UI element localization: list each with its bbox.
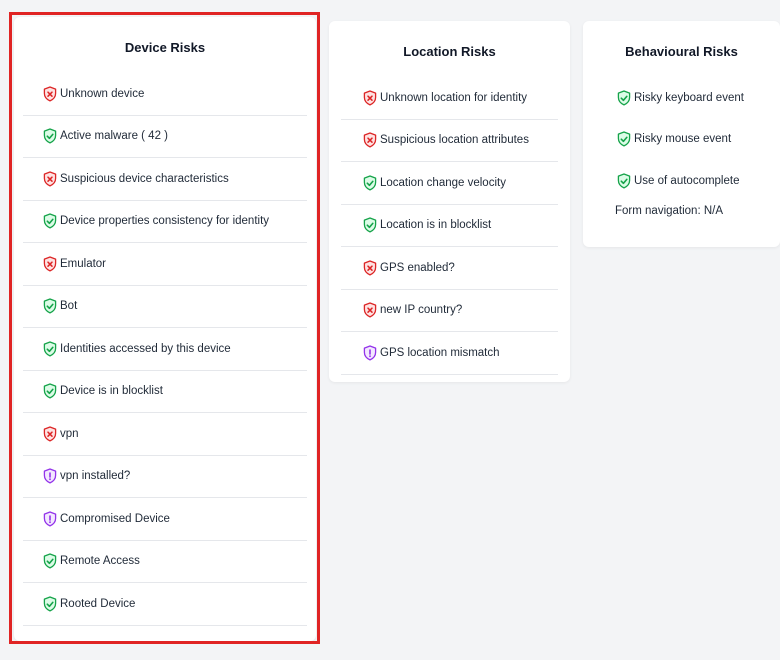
behavioural-risks-title: Behavioural Risks <box>625 44 738 59</box>
location-risks-title: Location Risks <box>403 44 496 59</box>
risk-label: Unknown device <box>60 87 145 100</box>
risk-row <box>341 120 558 163</box>
risk-label: Risky mouse event <box>634 133 732 146</box>
risk-row <box>23 243 307 286</box>
risk-row <box>23 201 307 244</box>
risk-label: Use of autocomplete <box>634 174 740 187</box>
risk-label: Unknown location for identity <box>380 91 528 104</box>
shield-x-icon <box>43 256 57 272</box>
shield-x-icon <box>43 171 57 187</box>
risk-label: Active malware ( 42 ) <box>60 130 169 143</box>
shield-alert-icon <box>363 345 377 361</box>
risk-row <box>23 498 307 541</box>
shield-x-icon <box>363 302 377 318</box>
risk-row <box>591 119 772 161</box>
risk-row <box>591 77 772 119</box>
risk-row <box>23 286 307 329</box>
device-risks-list <box>23 73 307 626</box>
risk-label: new IP country? <box>380 304 463 317</box>
risk-label: vpn installed? <box>60 470 131 483</box>
risk-row <box>341 77 558 120</box>
risk-label: Location change velocity <box>380 176 506 189</box>
behavioural-risks-card <box>583 21 780 247</box>
risk-label: Rooted Device <box>60 597 136 610</box>
risk-row <box>23 456 307 499</box>
risk-label: Location is in blocklist <box>380 219 492 232</box>
risk-row <box>23 371 307 414</box>
risk-label: Compromised Device <box>60 512 170 525</box>
device-risks-title: Device Risks <box>124 40 206 55</box>
shield-x-icon <box>43 86 57 102</box>
shield-check-icon <box>43 128 57 144</box>
risk-row <box>341 162 558 205</box>
device-risks-card <box>14 17 316 641</box>
location-risks-card <box>329 21 570 382</box>
shield-check-icon <box>363 175 377 191</box>
risk-label: GPS location mismatch <box>380 346 500 359</box>
risk-row <box>23 158 307 201</box>
shield-check-icon <box>43 298 57 314</box>
risk-label: Bot <box>60 300 78 313</box>
shield-check-icon <box>43 596 57 612</box>
risk-label: Suspicious device characteristics <box>60 172 229 185</box>
risk-row <box>23 541 307 584</box>
shield-check-icon <box>43 383 57 399</box>
risk-row <box>591 160 772 202</box>
risk-label: Suspicious location attributes <box>380 134 529 147</box>
risk-row <box>23 413 307 456</box>
shield-check-icon <box>363 217 377 233</box>
shield-check-icon <box>43 553 57 569</box>
risk-row <box>23 583 307 626</box>
risk-row <box>23 116 307 159</box>
risk-label: GPS enabled? <box>380 261 455 274</box>
shield-x-icon <box>43 426 57 442</box>
risk-label: Risky keyboard event <box>634 91 744 104</box>
risk-label: Emulator <box>60 257 107 270</box>
risk-row <box>23 73 307 116</box>
risk-label: vpn <box>60 427 79 440</box>
shield-x-icon <box>363 90 377 106</box>
shield-check-icon <box>43 341 57 357</box>
risk-row <box>341 205 558 248</box>
shield-alert-icon <box>43 511 57 527</box>
risk-label: Identities accessed by this device <box>60 342 231 355</box>
shield-alert-icon <box>43 468 57 484</box>
shield-check-icon <box>617 90 631 106</box>
risk-row <box>23 328 307 371</box>
risk-label: Device properties consistency for identity <box>60 215 270 228</box>
shield-check-icon <box>617 131 631 147</box>
risk-label: Remote Access <box>60 555 140 568</box>
shield-check-icon <box>43 213 57 229</box>
risk-row <box>341 332 558 375</box>
risk-label: Device is in blocklist <box>60 385 163 398</box>
location-risks-list <box>341 77 558 375</box>
form-navigation-text: Form navigation: N/A <box>615 205 724 217</box>
risk-row <box>341 290 558 333</box>
behavioural-risks-list <box>591 77 772 202</box>
shield-x-icon <box>363 260 377 276</box>
shield-check-icon <box>617 173 631 189</box>
shield-x-icon <box>363 132 377 148</box>
risk-row <box>341 247 558 290</box>
